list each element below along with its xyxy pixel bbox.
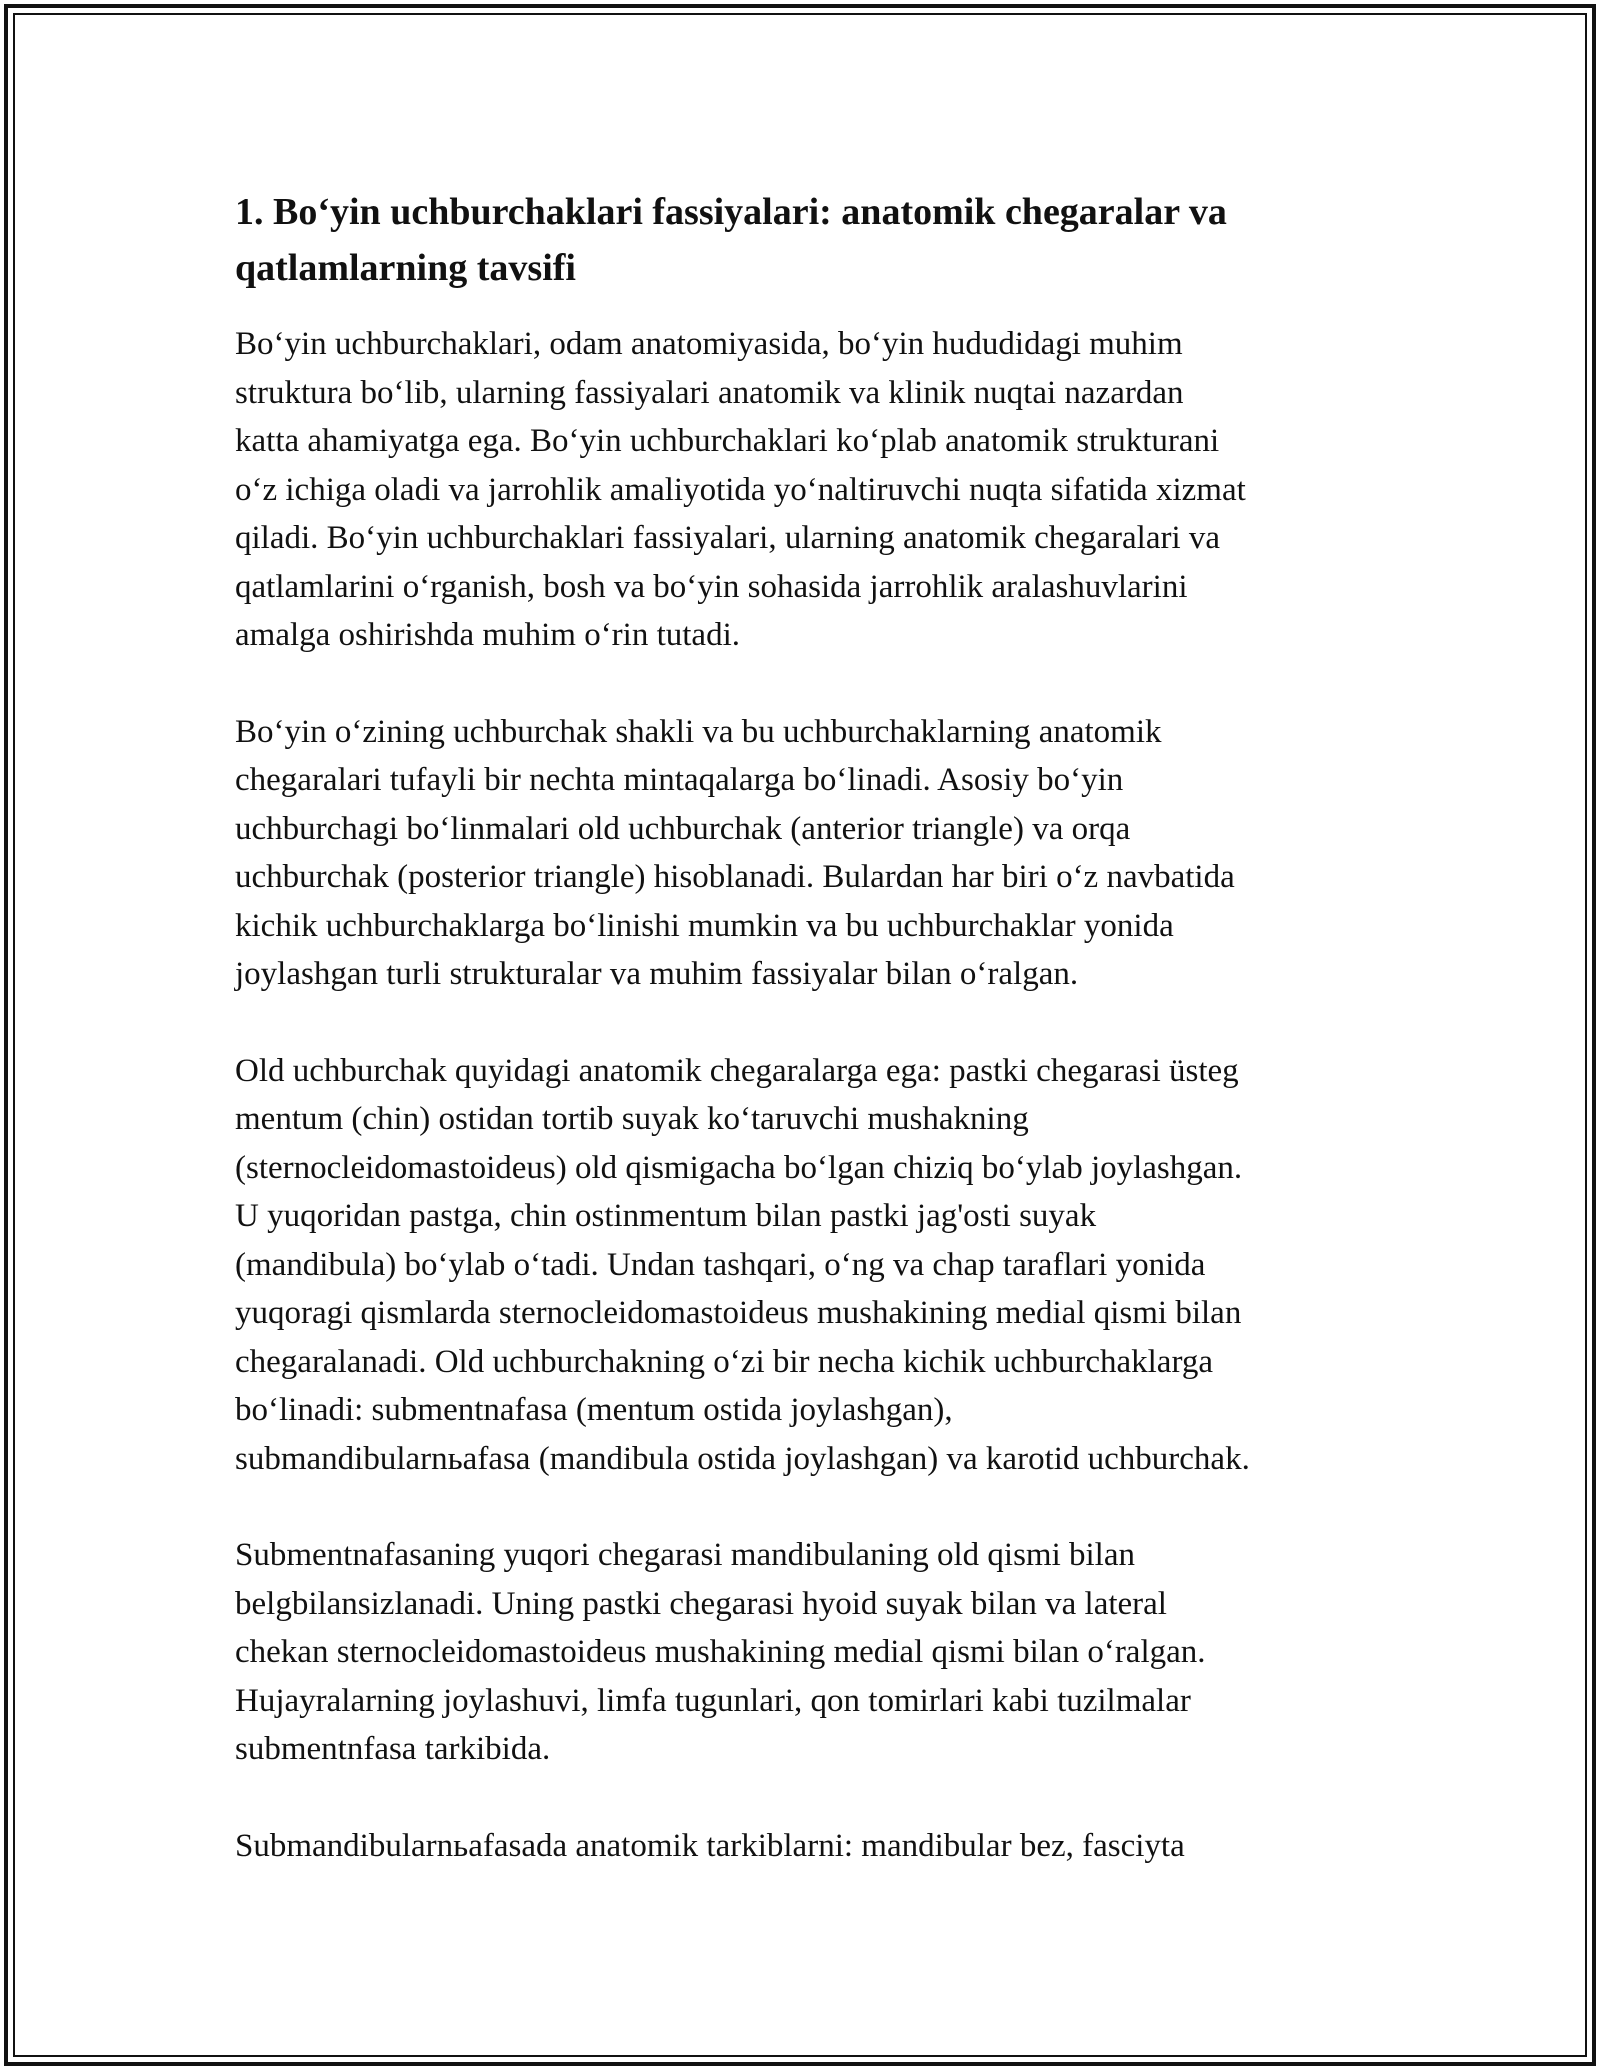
paragraph-3 xyxy=(235,1047,1375,1484)
text-line: Bo‘yin uchburchaklari, odam anatomiyasida, bo‘yin hududidagi muhim xyxy=(235,326,1183,362)
heading-line: 1. Bo‘yin uchburchaklari fassiyalari: anatomik chegaralar va xyxy=(235,191,1227,233)
text-line: submentnfasa tarkibida. xyxy=(235,1731,551,1767)
text-line: struktura bo‘lib, ularning fassiyalari anatomik va klinik nuqtai nazardan xyxy=(235,374,1184,411)
text-line: chekan sternocleidomastoideus mushakining medial qismi bilan o‘ralgan. xyxy=(235,1634,1206,1670)
text-line: (mandibula) bo‘ylab o‘tadi. Undan tashqari, o‘ng va chap taraflari yonida xyxy=(235,1246,1206,1283)
text-line: Hujayralarning joylashuvi, limfa tugunlari, qon tomirlari kabi tuzilmalar xyxy=(235,1682,1191,1719)
text-line: chegaralanadi. Old uchburchakning o‘zi bir necha kichik uchburchaklarga xyxy=(235,1343,1213,1380)
text-line: kichik uchburchaklarga bo‘linishi mumkin va bu uchburchaklar yonida xyxy=(235,907,1174,944)
text-line: uchburchak (posterior triangle) hisoblanadi. Bulardan har biri o‘z navbatida xyxy=(235,859,1235,895)
heading-line: qatlamlarning tavsifi xyxy=(235,247,576,289)
text-line: Submandibularnьafasada anatomik tarkiblarni: mandibular bez, fasciyta xyxy=(235,1827,1185,1864)
text-line: qiladi. Bo‘yin uchburchaklari fassiyalari, ularning anatomik chegaralari va xyxy=(235,520,1221,556)
text-line: Bo‘yin o‘zining uchburchak shakli va bu uchburchaklarning anatomik xyxy=(235,713,1162,750)
text-line: o‘z ichiga oladi va jarrohlik amaliyotida yo‘naltiruvchi nuqta sifatida xizmat xyxy=(235,471,1246,508)
text-line: Old uchburchak quyidagi anatomik chegaralarga ega: pastki chegarasi üsteg xyxy=(235,1052,1239,1089)
text-line: chegaralari tufayli bir nechta mintaqalarga bo‘linadi. Asosiy bo‘yin xyxy=(235,762,1124,798)
text-line: mentum (chin) ostidan tortib suyak ko‘taruvchi mushakning xyxy=(235,1101,1029,1137)
text-line: qatlamlarini o‘rganish, bosh va bo‘yin sohasida jarrohlik aralashuvlarini xyxy=(235,568,1188,605)
paragraph-5 xyxy=(235,1822,1375,1871)
text-line: katta ahamiyatga ega. Bo‘yin uchburchaklari ko‘plab anatomik strukturani xyxy=(235,423,1220,459)
text-line: (sternocleidomastoideus) old qismigacha bo‘lgan chiziq bo‘ylab joylashgan. xyxy=(235,1149,1243,1186)
document-body xyxy=(235,184,1375,1918)
text-line: amalga oshirishda muhim o‘rin tutadi. xyxy=(235,617,740,653)
paragraph-1 xyxy=(235,320,1375,660)
text-line: belgbilansizlanadi. Uning pastki chegarasi hyoid suyak bilan va lateral xyxy=(235,1585,1167,1622)
text-line: Submentnafasaning yuqori chegarasi mandibulaning old qismi bilan xyxy=(235,1537,1135,1573)
paragraph-2 xyxy=(235,708,1375,999)
text-line: U yuqoridan pastga, chin ostinmentum bilan pastki jag'osti suyak xyxy=(235,1198,1097,1234)
text-line: yuqoragi qismlarda sternocleidomastoideus mushakining medial qismi bilan xyxy=(235,1295,1242,1331)
text-line: submandibularnьafasa (mandibula ostida joylashgan) va karotid uchburchak. xyxy=(235,1440,1250,1477)
text-line: uchburchagi bo‘linmalari old uchburchak (anterior triangle) va orqa xyxy=(235,810,1131,847)
text-line: joylashgan turli strukturalar va muhim fassiyalar bilan o‘ralgan. xyxy=(235,956,1079,992)
section-heading xyxy=(235,184,1375,296)
paragraph-4 xyxy=(235,1531,1375,1774)
text-line: bo‘linadi: submentnafasa (mentum ostida joylashgan), xyxy=(235,1392,953,1428)
